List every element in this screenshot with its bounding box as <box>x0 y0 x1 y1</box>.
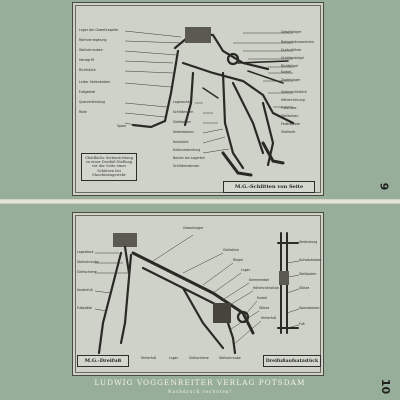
top-label-center: Kufenverbindung <box>173 148 201 152</box>
top-label-left: Stellschrauben <box>79 48 103 52</box>
top-label-right: Stellbolzen <box>281 114 299 118</box>
bottom-page <box>0 204 400 400</box>
top-label-left: Richtstück <box>79 68 96 72</box>
top-diagram-panel <box>72 2 324 196</box>
bottom-label-center: Höhenrichtstück <box>253 286 280 290</box>
mg-tripod-drawing <box>73 213 323 375</box>
top-label-right: Kurbel <box>281 70 292 74</box>
top-label-center: Kniestück <box>173 140 189 144</box>
bottom-label-right: Stütze <box>299 286 310 290</box>
top-label-right: Gurtzuführer <box>281 48 302 52</box>
bottom-caption-left: M.G.-Dreifuß <box>77 355 129 367</box>
publisher-note: Nachdruck verboten! <box>167 389 233 394</box>
top-label-right: Federbolzen <box>281 122 301 126</box>
top-label-left: Rohrverriegelung <box>79 38 107 42</box>
bottom-caption-right: Dreifußaufsatzstück <box>263 355 321 367</box>
bottom-label-right: Spannbolzen <box>299 306 320 310</box>
bottom-label-left: Fußplatte <box>77 306 93 310</box>
top-label-right: Zapfenlager <box>281 78 301 82</box>
bottom-label-center: Hinterfuß <box>261 316 276 320</box>
top-label-right: Gewehrlager <box>281 30 302 34</box>
bottom-label-bottom: Stellschraube <box>219 356 241 360</box>
top-label-right: Höhenrichtung <box>281 98 305 102</box>
top-label-right: Gleitkufe <box>281 130 296 134</box>
top-label-center: Lagerachse <box>173 100 192 104</box>
bottom-label-right: Aufsatzbolzen <box>299 258 322 262</box>
top-label-right: Rohrgehäuseschiene <box>281 40 315 44</box>
bottom-label-bottom: Hinterfuß <box>141 356 156 360</box>
bottom-label-right: Stellbolzen <box>299 272 317 276</box>
top-label-left: Linker Seitenbolzen <box>79 80 111 84</box>
top-label-center: Seitenbolzen <box>173 130 194 134</box>
bottom-label-left: Stellschraube <box>77 260 99 264</box>
top-label-left: Querverbindung <box>79 100 105 104</box>
bottom-label-left: Vorderfuß <box>77 288 93 292</box>
top-label-center: Bolzen am Lagerteil <box>173 156 205 160</box>
top-label-left: Lager der Gewehrzapfen <box>79 28 119 32</box>
top-label-right: Schlittenbügel <box>281 56 304 60</box>
bottom-label-right: Verbindung <box>299 240 318 244</box>
bottom-label-center: Gewehrlager <box>183 226 204 230</box>
publisher-name: LUDWIG VOGGENREITER VERLAG POTSDAM <box>94 378 306 387</box>
bottom-label-right: Fuß <box>299 322 305 326</box>
bottom-label-center: Riegel <box>233 258 243 262</box>
page-number: 9 <box>377 182 391 191</box>
bottom-label-center: Gleitstück <box>223 248 239 252</box>
top-label-left: Fußgestell <box>79 90 96 94</box>
bottom-label-center: Kurbel <box>257 296 268 300</box>
bottom-label-left: Lagerbock <box>77 250 94 254</box>
bottom-label-bottom: Gleitschiene <box>189 356 209 360</box>
top-label-center: Schlittenrahmen <box>173 164 200 168</box>
top-caption: M.G.-Schlitten von Seite <box>223 181 315 193</box>
top-label-right: Seitenrichtstück <box>281 90 307 94</box>
top-label-right: Richtbügel <box>281 64 299 68</box>
top-note-box: Gleitfläche Seitenrichtung zu einer Dreifuß-Stellung vor der Seite eines Schützen bei Maschinengewehr <box>81 153 137 181</box>
top-page <box>0 0 400 199</box>
top-label-left: Rolle <box>79 110 87 114</box>
bottom-label-left: Gleitschiene <box>77 270 97 274</box>
bottom-label-bottom: Lager <box>169 356 179 360</box>
top-label-left: Handgriff <box>79 58 94 62</box>
top-label-right: Fußstütze <box>281 106 297 110</box>
bottom-label-center: Stütze <box>259 306 270 310</box>
bottom-label-center: Klemmhebel <box>249 278 269 282</box>
bottom-label-center: Lager <box>241 268 251 272</box>
page-number: 10 <box>379 378 393 395</box>
top-label-center: Schlittenarm <box>173 110 194 114</box>
bottom-diagram-panel <box>72 212 324 376</box>
top-label-left: Sporn <box>117 124 127 128</box>
top-label-center: Gleitbolzen <box>173 120 191 124</box>
